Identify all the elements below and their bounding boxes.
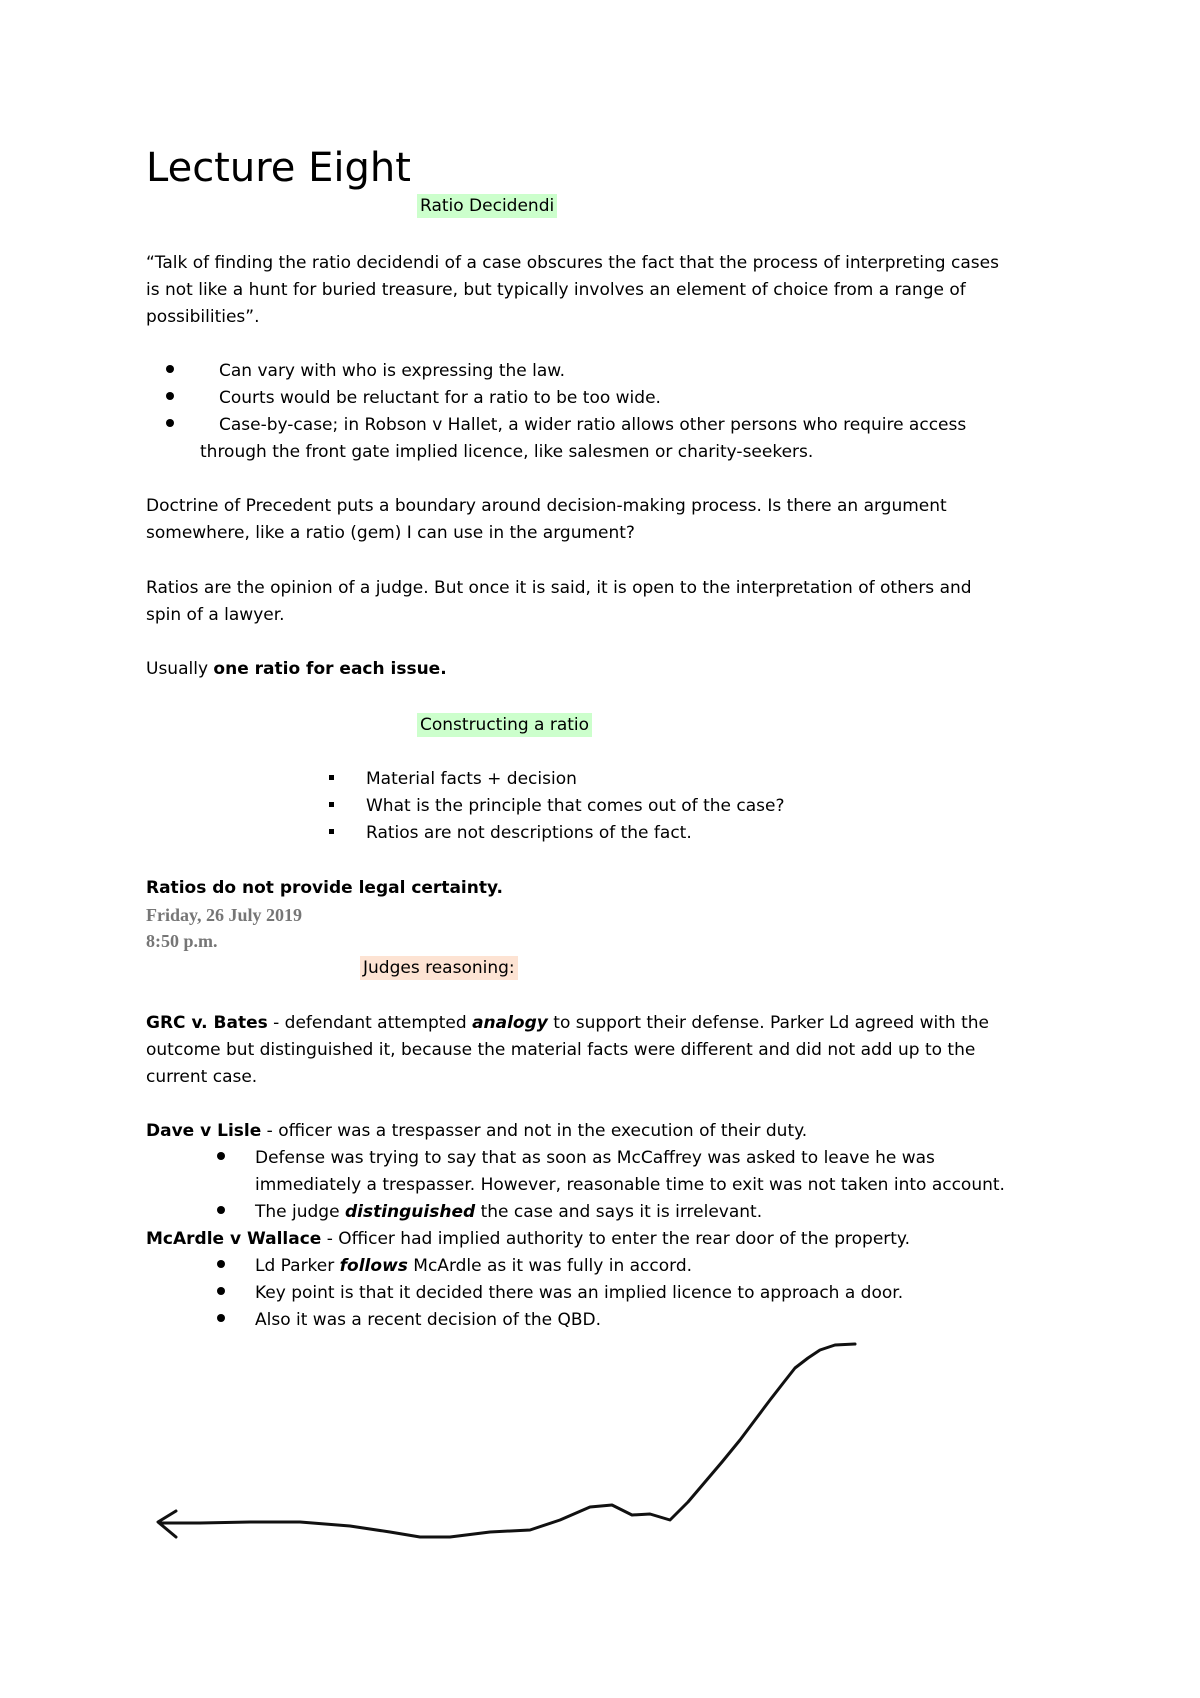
dave-b2-pre: The judge [255,1202,345,1222]
note-time: 8:50 p.m. [146,931,218,951]
list-item: Ratios are not descriptions of the fact. [366,823,692,843]
case-name-mcardle: McArdle v Wallace [146,1229,322,1249]
page-title: Lecture Eight [146,145,411,191]
grc-line-3: current case. [146,1067,258,1087]
list-item: Material facts + decision [366,769,577,789]
heading-ratio-decidendi: Ratio Decidendi [417,194,557,218]
list-item: Case-by-case; in Robson v Hallet, a wider ratio allows other persons who require access [219,415,967,435]
case-name-grc: GRC v. Bates [146,1013,268,1033]
mc-b1-post: McArdle as it was fully in accord. [407,1256,693,1276]
dave-b2-post: the case and says it is irrelevant. [475,1202,763,1222]
list-item: Courts would be reluctant for a ratio to be too wide. [219,388,661,408]
grc-text-1: - defendant attempted [267,1013,473,1033]
paragraph-precedent-2: somewhere, like a ratio (gem) I can use in the argument? [146,523,635,543]
list-item: Defense was trying to say that as soon as McCaffrey was asked to leave he was [255,1148,935,1168]
usually-text: Usually [146,659,214,679]
paragraph-opinion-1: Ratios are the opinion of a judge. But once it is said, it is open to the interpretation of others and [146,578,972,598]
list-item: Can vary with who is expressing the law. [219,361,566,381]
paragraph-precedent-1: Doctrine of Precedent puts a boundary around decision-making process. Is there an argument [146,496,947,516]
list-item: Key point is that it decided there was an implied licence to approach a door. [255,1283,904,1303]
quote-line-2: is not like a hunt for buried treasure, but typically involves an element of choice from a range of [146,280,966,300]
grc-line-2: outcome but distinguished it, because the material facts were different and did not add up to the [146,1040,976,1060]
conclusion-bold: Ratios do not provide legal certainty. [146,878,503,898]
dave-text: - officer was a trespasser and not in the execution of their duty. [261,1121,808,1141]
list-item-continuation: immediately a trespasser. However, reasonable time to exit was not taken into account. [255,1175,1005,1195]
mc-b1-pre: Ld Parker [255,1256,340,1276]
quote-line-1: “Talk of finding the ratio decidendi of a case obscures the fact that the process of interpreting cases [146,253,999,273]
quote-line-3: possibilities”. [146,307,260,327]
heading-judges-reasoning: Judges reasoning: [360,956,518,980]
mc-b1-emphasis: follows [339,1256,408,1276]
mcardle-text: - Officer had implied authority to enter the rear door of the property. [321,1229,910,1249]
list-item: What is the principle that comes out of the case? [366,796,785,816]
list-item-continuation: through the front gate implied licence, like salesmen or charity-seekers. [200,442,814,462]
list-item: Also it was a recent decision of the QBD. [255,1310,602,1330]
note-date: Friday, 26 July 2019 [146,905,303,925]
grc-emphasis: analogy [472,1013,548,1033]
usually-bold: one ratio for each issue. [213,659,447,679]
dave-b2-emphasis: distinguished [344,1202,476,1222]
case-name-dave: Dave v Lisle [146,1121,262,1141]
heading-constructing-ratio: Constructing a ratio [417,713,592,737]
paragraph-opinion-2: spin of a lawyer. [146,605,285,625]
grc-text-2: to support their defense. Parker Ld agreed with the [547,1013,989,1033]
